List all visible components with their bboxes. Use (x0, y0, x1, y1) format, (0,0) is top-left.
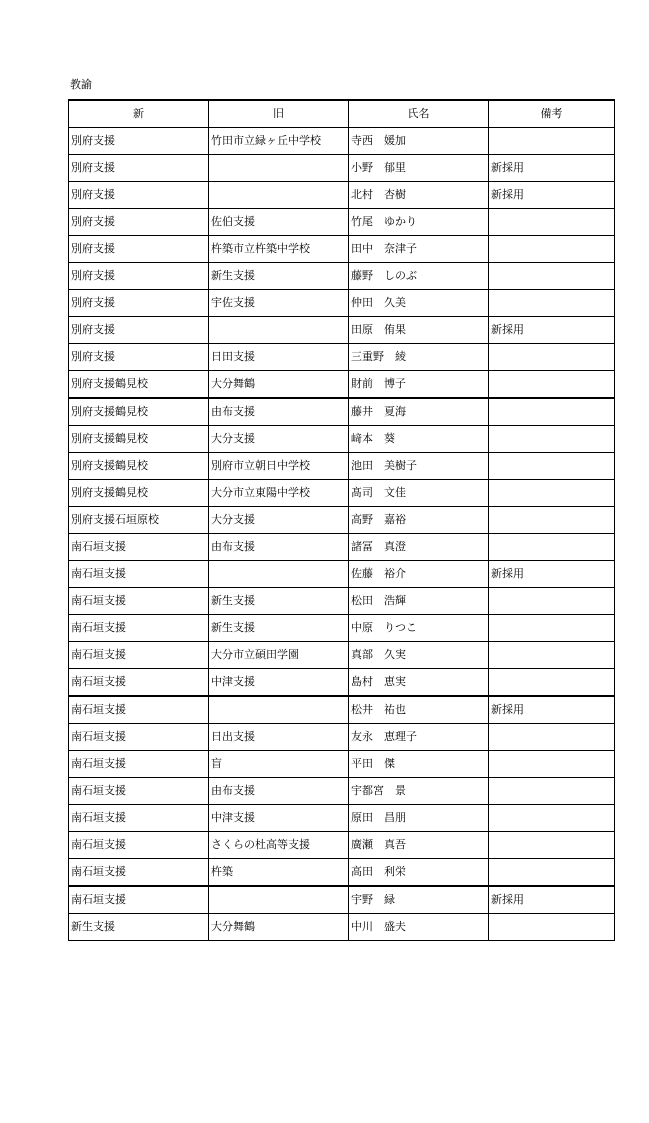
cell-name: 高田 利栄 (349, 859, 489, 887)
cell-name: 平田 傑 (349, 751, 489, 778)
cell-name: 田原 侑果 (349, 317, 489, 344)
cell-note (489, 534, 615, 561)
table-row (69, 398, 615, 426)
cell-name: 財前 博子 (349, 371, 489, 399)
cell-old (209, 182, 349, 209)
cell-name: 真部 久実 (349, 642, 489, 669)
cell-name: 藤野 しのぶ (349, 263, 489, 290)
table-row (69, 534, 615, 561)
table-row (69, 480, 615, 507)
cell-new: 別府支援鶴見校 (69, 371, 209, 399)
cell-note: 新採用 (489, 317, 615, 344)
cell-old: 竹田市立緑ヶ丘中学校 (209, 128, 349, 155)
cell-old: 中津支援 (209, 805, 349, 832)
cell-note (489, 263, 615, 290)
cell-old: 由布支援 (209, 778, 349, 805)
page-title: 教諭 (70, 78, 92, 91)
cell-note (489, 290, 615, 317)
cell-new: 別府支援石垣原校 (69, 507, 209, 534)
cell-old (209, 561, 349, 588)
cell-name: 高野 嘉裕 (349, 507, 489, 534)
cell-new: 南石垣支援 (69, 615, 209, 642)
table-row (69, 669, 615, 697)
cell-new: 別府支援 (69, 344, 209, 371)
table-row (69, 914, 615, 941)
header-old: 旧 (209, 100, 349, 128)
cell-note: 新採用 (489, 561, 615, 588)
table-row (69, 263, 615, 290)
cell-name: 中川 盛夫 (349, 914, 489, 941)
cell-new: 南石垣支援 (69, 561, 209, 588)
table-row (69, 453, 615, 480)
cell-name: 宇野 緑 (349, 886, 489, 914)
cell-new: 別府支援 (69, 290, 209, 317)
cell-new: 南石垣支援 (69, 859, 209, 887)
cell-new: 南石垣支援 (69, 588, 209, 615)
header-note: 備考 (489, 100, 615, 128)
cell-old: 別府市立朝日中学校 (209, 453, 349, 480)
cell-old (209, 696, 349, 724)
table-row (69, 182, 615, 209)
cell-note (489, 128, 615, 155)
cell-note (489, 914, 615, 941)
cell-name: 諸冨 真澄 (349, 534, 489, 561)
cell-name: 佐藤 裕介 (349, 561, 489, 588)
cell-name: 北村 杏樹 (349, 182, 489, 209)
cell-old: 大分市立碩田学園 (209, 642, 349, 669)
table-row (69, 344, 615, 371)
table-row (69, 859, 615, 887)
cell-note (489, 615, 615, 642)
cell-note: 新採用 (489, 696, 615, 724)
personnel-table (68, 99, 615, 941)
cell-name: 池田 美樹子 (349, 453, 489, 480)
cell-name: 廣瀬 真吾 (349, 832, 489, 859)
cell-new: 別府支援 (69, 182, 209, 209)
cell-new: 南石垣支援 (69, 832, 209, 859)
table-row (69, 588, 615, 615)
cell-old: さくらの杜高等支援 (209, 832, 349, 859)
cell-new: 別府支援 (69, 128, 209, 155)
cell-new: 別府支援 (69, 155, 209, 182)
table-row (69, 236, 615, 263)
cell-old: 盲 (209, 751, 349, 778)
cell-note: 新採用 (489, 886, 615, 914)
cell-name: 竹尾 ゆかり (349, 209, 489, 236)
cell-old: 大分支援 (209, 507, 349, 534)
cell-note (489, 859, 615, 887)
cell-new: 南石垣支援 (69, 886, 209, 914)
cell-new: 南石垣支援 (69, 778, 209, 805)
cell-new: 別府支援 (69, 263, 209, 290)
cell-note (489, 209, 615, 236)
cell-new: 別府支援鶴見校 (69, 480, 209, 507)
cell-old: 宇佐支援 (209, 290, 349, 317)
cell-old: 大分市立東陽中学校 (209, 480, 349, 507)
table-row (69, 209, 615, 236)
cell-note: 新採用 (489, 155, 615, 182)
cell-old: 大分支援 (209, 426, 349, 453)
table-header-row (69, 100, 615, 128)
table-row (69, 832, 615, 859)
cell-new: 南石垣支援 (69, 669, 209, 697)
table-row (69, 724, 615, 751)
table-row (69, 290, 615, 317)
cell-name: 藤井 夏海 (349, 398, 489, 426)
cell-old (209, 886, 349, 914)
table-row (69, 426, 615, 453)
cell-note (489, 805, 615, 832)
cell-old: 日出支援 (209, 724, 349, 751)
cell-note: 新採用 (489, 182, 615, 209)
table-row (69, 371, 615, 399)
table-row (69, 507, 615, 534)
cell-old: 大分舞鶴 (209, 371, 349, 399)
cell-new: 別府支援 (69, 317, 209, 344)
cell-new: 別府支援 (69, 209, 209, 236)
cell-old: 由布支援 (209, 534, 349, 561)
cell-old (209, 155, 349, 182)
table-row (69, 615, 615, 642)
header-name: 氏名 (349, 100, 489, 128)
cell-note (489, 832, 615, 859)
cell-note (489, 426, 615, 453)
cell-name: 仲田 久美 (349, 290, 489, 317)
cell-old: 佐伯支援 (209, 209, 349, 236)
cell-old: 大分舞鶴 (209, 914, 349, 941)
cell-name: 﨑本 葵 (349, 426, 489, 453)
cell-name: 原田 昌朋 (349, 805, 489, 832)
cell-name: 田中 奈津子 (349, 236, 489, 263)
cell-name: 島村 恵実 (349, 669, 489, 697)
cell-new: 南石垣支援 (69, 724, 209, 751)
table-row (69, 751, 615, 778)
cell-old: 杵築市立杵築中学校 (209, 236, 349, 263)
cell-name: 宇都宮 景 (349, 778, 489, 805)
cell-name: 小野 郁里 (349, 155, 489, 182)
cell-note (489, 724, 615, 751)
cell-note (489, 669, 615, 697)
cell-note (489, 398, 615, 426)
cell-old: 杵築 (209, 859, 349, 887)
cell-note (489, 371, 615, 399)
cell-old: 新生支援 (209, 263, 349, 290)
cell-old: 新生支援 (209, 588, 349, 615)
table-row (69, 128, 615, 155)
cell-name: 松井 祐也 (349, 696, 489, 724)
cell-name: 髙司 文佳 (349, 480, 489, 507)
cell-note (489, 344, 615, 371)
cell-old: 日田支援 (209, 344, 349, 371)
table-row (69, 642, 615, 669)
cell-note (489, 588, 615, 615)
table-row (69, 805, 615, 832)
table-row (69, 778, 615, 805)
table-row (69, 886, 615, 914)
cell-old: 新生支援 (209, 615, 349, 642)
cell-new: 南石垣支援 (69, 696, 209, 724)
cell-name: 松田 浩輝 (349, 588, 489, 615)
cell-new: 別府支援鶴見校 (69, 426, 209, 453)
table-row (69, 155, 615, 182)
cell-new: 南石垣支援 (69, 642, 209, 669)
cell-old: 中津支援 (209, 669, 349, 697)
cell-new: 別府支援鶴見校 (69, 398, 209, 426)
header-new: 新 (69, 100, 209, 128)
cell-note (489, 751, 615, 778)
cell-name: 中原 りつこ (349, 615, 489, 642)
cell-new: 別府支援鶴見校 (69, 453, 209, 480)
table-row (69, 317, 615, 344)
cell-new: 南石垣支援 (69, 751, 209, 778)
cell-note (489, 642, 615, 669)
cell-note (489, 480, 615, 507)
cell-new: 新生支援 (69, 914, 209, 941)
cell-old (209, 317, 349, 344)
cell-note (489, 236, 615, 263)
table-row (69, 696, 615, 724)
cell-old: 由布支援 (209, 398, 349, 426)
cell-name: 寺西 媛加 (349, 128, 489, 155)
cell-note (489, 507, 615, 534)
table-row (69, 561, 615, 588)
cell-note (489, 453, 615, 480)
cell-new: 南石垣支援 (69, 534, 209, 561)
cell-new: 南石垣支援 (69, 805, 209, 832)
cell-name: 友永 恵理子 (349, 724, 489, 751)
cell-name: 三重野 綾 (349, 344, 489, 371)
cell-note (489, 778, 615, 805)
table-body (69, 128, 615, 941)
cell-new: 別府支援 (69, 236, 209, 263)
